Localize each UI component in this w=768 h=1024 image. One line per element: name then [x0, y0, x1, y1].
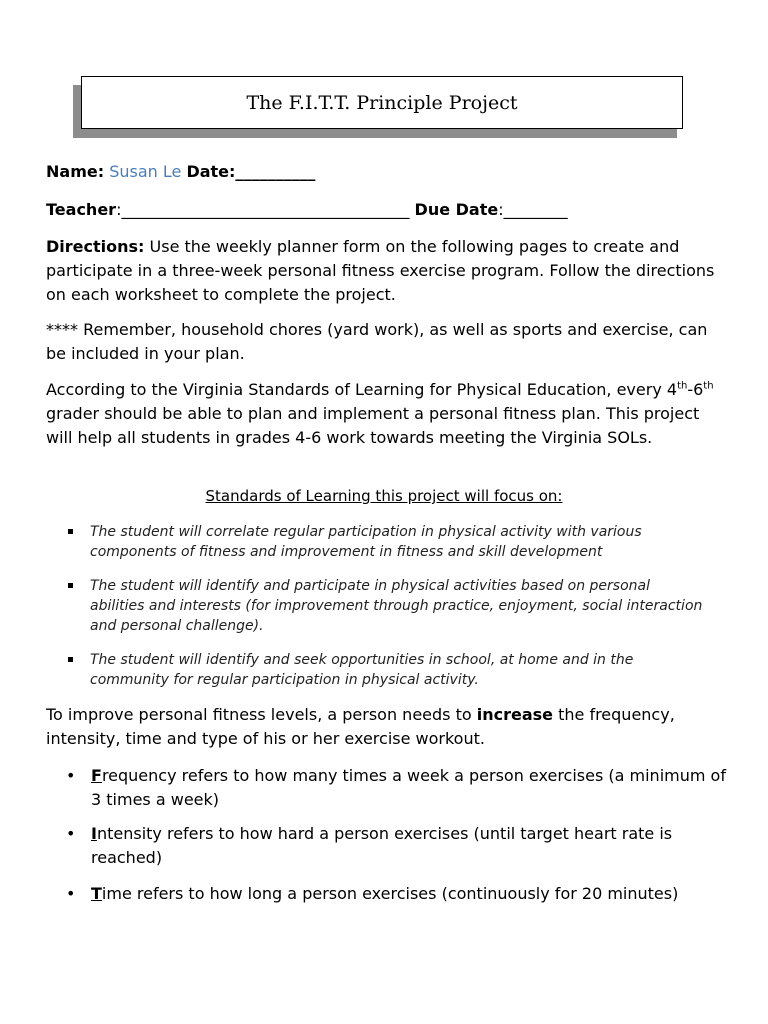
standard-text: The student will identify and seek opportunities in school, at home and in the community for regular participation in physical activity. — [90, 652, 634, 688]
directions-text: Use the weekly planner form on the following pages to create and participate in a three-week personal fitness exercise program. Follow the directions on each worksheet to complete the project. — [46, 237, 715, 304]
fitt-text: requency refers to how many times a week a person exercises (a minimum of 3 times a week) — [91, 766, 726, 809]
square-bullet-icon — [68, 657, 73, 662]
square-bullet-icon — [68, 583, 73, 588]
improve-paragraph — [46, 703, 726, 751]
fitt-item — [66, 822, 726, 870]
title-text: The F.I.T.T. Principle Project — [246, 91, 518, 114]
improve-text-2: the frequency, intensity, time and type of his or her exercise workout. — [46, 705, 675, 748]
improve-text-1: To improve personal fitness levels, a person needs to — [46, 705, 477, 724]
sol-intro-sup-1: th — [677, 380, 688, 392]
page-title — [81, 76, 683, 129]
bullet-icon: • — [66, 824, 76, 843]
standard-item — [68, 576, 708, 636]
teacher-due-row — [46, 200, 568, 219]
name-value: Susan Le — [109, 162, 182, 181]
directions-paragraph — [46, 235, 726, 307]
fitt-item — [66, 882, 726, 906]
directions-label: Directions: — [46, 237, 145, 256]
reminder-paragraph — [46, 318, 726, 366]
reminder-text: **** Remember, household chores (yard work), as well as sports and exercise, can be included in your plan. — [46, 320, 708, 363]
fitt-item — [66, 764, 726, 812]
sol-intro-paragraph — [46, 378, 726, 450]
square-bullet-icon — [68, 529, 73, 534]
improve-bold: increase — [476, 705, 554, 724]
bullet-icon: • — [66, 766, 76, 785]
bullet-icon: • — [66, 884, 76, 903]
fitt-letter: I — [91, 824, 97, 843]
due-date-line: :________ — [498, 200, 568, 219]
standard-item — [68, 522, 708, 562]
sol-intro-sup-2: th — [703, 380, 714, 392]
standard-item — [68, 650, 708, 690]
name-date-row — [46, 162, 315, 181]
sol-intro-text-3: grader should be able to plan and implement a personal fitness plan. This project will help all students in grades 4-6 work towards meeting the Virginia SOLs. — [46, 404, 700, 447]
fitt-text: ime refers to how long a person exercises (continuously for 20 minutes) — [101, 884, 679, 903]
due-date-label: Due Date — [414, 200, 499, 219]
sol-intro-text-2: -6 — [687, 380, 704, 399]
date-label: Date:__________ — [186, 162, 316, 181]
teacher-label: Teacher — [46, 200, 117, 219]
fitt-letter: T — [91, 884, 102, 903]
fitt-text: ntensity refers to how hard a person exercises (until target heart rate is reached) — [91, 824, 673, 867]
name-label: Name: — [46, 162, 105, 181]
fitt-letter: F — [91, 766, 102, 785]
sol-intro-text-1: According to the Virginia Standards of Learning for Physical Education, every 4 — [46, 380, 678, 399]
standard-text: The student will identify and participate in physical activities based on personal abilities and interests (for improvement through practice, enjoyment, social interaction and personal challenge). — [90, 578, 703, 634]
standards-heading: Standards of Learning this project will focus on: — [205, 487, 563, 505]
teacher-line: :____________________________________ — [116, 200, 410, 219]
standard-text: The student will correlate regular participation in physical activity with various components of fitness and improvement in fitness and skill development — [90, 524, 642, 560]
